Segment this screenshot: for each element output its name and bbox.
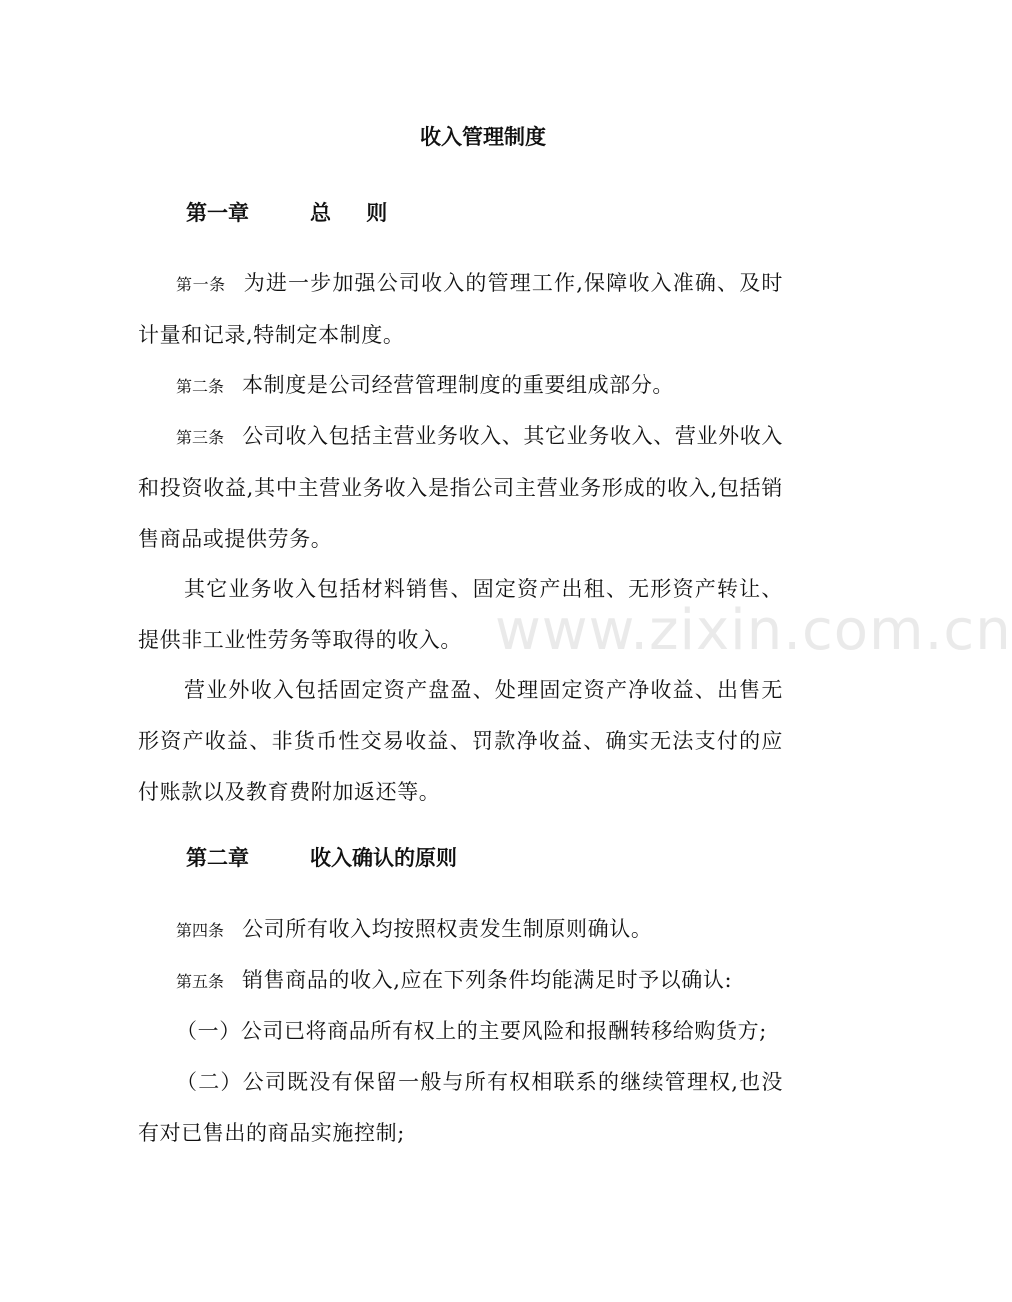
chapter-title: 总 则 <box>310 201 402 225</box>
article-paragraph <box>138 955 783 1007</box>
chapter-number: 第二章 <box>186 846 249 870</box>
article-paragraph <box>138 360 783 412</box>
article-text: 销售商品的收入,应在下列条件均能满足时予以确认: <box>242 968 733 992</box>
article-text: 公司收入包括主营业务收入、其它业务收入、营业外收入和投资收益,其中主营业务收入是指公司主营业务形成的收入,包括销售商品或提供劳务。 <box>138 424 783 551</box>
article-label: 第五条 <box>176 972 225 991</box>
document-title-text: 收入管理制度 <box>420 125 546 149</box>
article-text: 本制度是公司经营管理制度的重要组成部分。 <box>242 373 675 397</box>
paragraph-text: 营业外收入包括固定资产盘盈、处理固定资产净收益、出售无形资产收益、非货币性交易收益、罚款净收益、确实无法支付的应付账款以及教育费附加返还等。 <box>138 678 783 804</box>
article-paragraph <box>138 258 783 361</box>
article-paragraph <box>138 904 783 956</box>
article-label: 第一条 <box>176 275 226 294</box>
paragraph-text: 其它业务收入包括材料销售、固定资产出租、无形资产转让、提供非工业性劳务等取得的收入。 <box>138 577 783 652</box>
chapter-heading-2 <box>186 841 457 875</box>
article-text: 公司所有收入均按照权责发生制原则确认。 <box>242 917 653 941</box>
list-item-paragraph <box>138 1006 783 1057</box>
article-label: 第三条 <box>176 428 225 447</box>
article-text: 为进一步加强公司收入的管理工作,保障收入准确、及时计量和记录,特制定本制度。 <box>138 271 783 347</box>
chapter-title: 收入确认的原则 <box>310 846 457 870</box>
list-item-text: （二）公司既没有保留一般与所有权相联系的继续管理权,也没有对已售出的商品实施控制; <box>138 1070 783 1145</box>
list-item-paragraph <box>138 1057 783 1159</box>
article-label: 第四条 <box>176 921 225 940</box>
document-title <box>0 120 920 154</box>
article-label: 第二条 <box>176 377 225 396</box>
body-paragraph <box>138 665 783 818</box>
watermark: www.zixin.com.cn <box>495 598 1012 663</box>
chapter-number: 第一章 <box>186 201 249 225</box>
list-item-text: （一）公司已将商品所有权上的主要风险和报酬转移给购货方; <box>176 1019 767 1043</box>
article-paragraph <box>138 411 783 565</box>
chapter-heading-1 <box>186 196 401 230</box>
